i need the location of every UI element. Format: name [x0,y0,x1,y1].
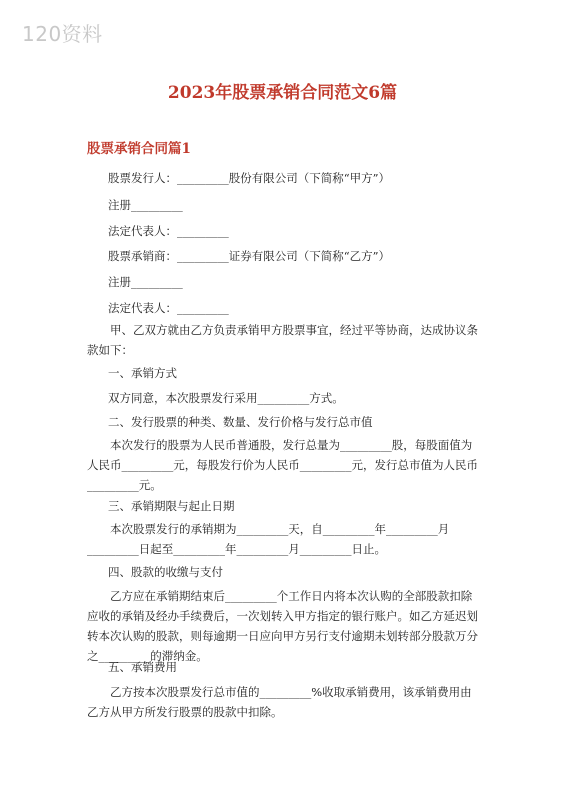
section-4-heading: 四、股款的收缴与支付 [108,565,223,579]
section-subtitle: 股票承销合同篇1 [87,141,191,157]
section-4-body: 乙方应在承销期结束后_________个工作日内将本次认购的全部股款扣除应收的承销及经办手续费后，一次划转入甲方指定的银行账户。如乙方延迟划转本次认购的股款，则每逾期一日应向甲方另行支付逾期未划转部分股款万分之_________的滞纳金。 [87,589,478,663]
underwriter-registration-line: 注册_________ [108,275,183,289]
section-1-body: 双方同意，本次股票发行采用_________方式。 [108,391,344,405]
section-3-heading: 三、承销期限与起止日期 [108,499,235,513]
document-title: 2023年股票承销合同范文6篇 [167,83,398,103]
section-1-heading: 一、承销方式 [108,366,177,380]
agreement-intro-paragraph: 甲、乙双方就由乙方负责承销甲方股票事宜，经过平等协商，达成协议条款如下： [87,323,478,357]
section-5-heading: 五、承销费用 [108,660,177,674]
issuer-registration-line: 注册_________ [108,198,183,212]
issuer-line: 股票发行人：_________股份有限公司（下简称“甲方”） [108,171,391,185]
watermark: 120资料 [22,22,103,46]
section-3-body: 本次股票发行的承销期为_________天，自_________年_________月_________日起至_________年_________月_________日止。 [87,522,450,556]
section-2-body: 本次发行的股票为人民币普通股，发行总量为_________股，每股面值为人民币_________元，每股发行价为人民币_________元，发行总市值为人民币_________元。 [87,438,478,492]
underwriter-line: 股票承销商：_________证券有限公司（下简称“乙方”） [108,249,391,263]
underwriter-representative-line: 法定代表人：_________ [108,301,229,315]
section-2-heading: 二、发行股票的种类、数量、发行价格与发行总市值 [108,415,373,429]
section-5-body: 乙方按本次股票发行总市值的_________%收取承销费用，该承销费用由乙方从甲方所发行股票的股款中扣除。 [87,685,472,719]
issuer-representative-line: 法定代表人：_________ [108,224,229,238]
